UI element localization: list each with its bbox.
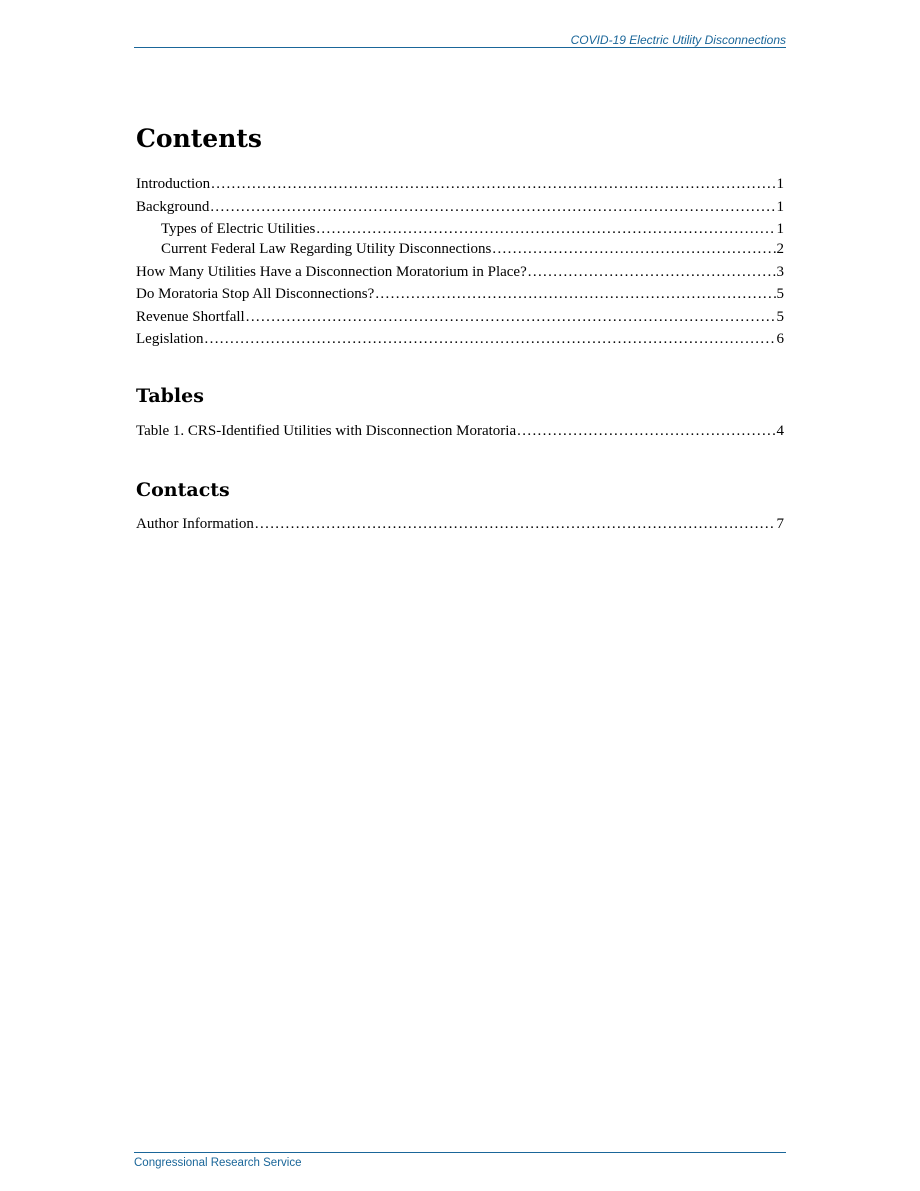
contacts-list <box>136 514 784 534</box>
toc-entry-title: How Many Utilities Have a Disconnection Moratorium in Place? <box>136 263 527 280</box>
running-title: COVID-19 Electric Utility Disconnections <box>570 33 786 47</box>
toc-entry-introduction[interactable] <box>136 174 784 197</box>
dot-leader <box>517 421 775 441</box>
dot-leader <box>211 174 775 194</box>
toc-entry-page: 6 <box>776 331 784 347</box>
toc-entry-title: Revenue Shortfall <box>136 308 245 325</box>
toc-entry-title: Types of Electric Utilities <box>161 221 316 237</box>
toc-entry-do-moratoria-stop[interactable] <box>136 284 784 307</box>
toc-entry-page: 1 <box>776 198 784 215</box>
toc-entry-title: Author Information <box>136 516 254 532</box>
toc-entry-title: Table 1. CRS-Identified Utilities with Disconnection Moratoria <box>136 423 517 439</box>
contacts-heading: Contacts <box>136 479 230 501</box>
dot-leader <box>255 514 776 534</box>
toc-entry-title: Introduction <box>136 176 211 192</box>
toc-entry-page: 5 <box>776 286 784 302</box>
dot-leader <box>528 262 776 282</box>
publisher-name: Congressional Research Service <box>134 1157 302 1169</box>
toc-entry-page: 1 <box>776 221 784 237</box>
toc-entry-types-of-electric-utilities[interactable] <box>136 219 784 239</box>
toc-entry-page: 2 <box>776 241 784 257</box>
dot-leader <box>210 197 775 217</box>
toc-entry-page: 5 <box>776 308 784 325</box>
toc-entry-legislation[interactable] <box>136 329 784 349</box>
dot-leader <box>492 239 775 259</box>
tables-heading: Tables <box>136 385 204 407</box>
toc-entry-revenue-shortfall[interactable] <box>136 307 784 330</box>
toc-entry-title: Legislation <box>136 331 204 347</box>
dot-leader <box>375 284 775 304</box>
toc-entry-background[interactable] <box>136 197 784 220</box>
dot-leader <box>316 219 775 239</box>
contents-heading: Contents <box>136 124 263 153</box>
toc-entry-title: Do Moratoria Stop All Disconnections? <box>136 286 375 302</box>
dot-leader <box>205 329 776 349</box>
contents-list <box>136 174 784 349</box>
tables-list <box>136 421 784 441</box>
toc-entry-title: Current Federal Law Regarding Utility Disconnections <box>161 241 492 257</box>
toc-entry-table-1[interactable] <box>136 421 784 441</box>
running-footer <box>134 1152 786 1170</box>
toc-entry-title: Background <box>136 198 210 215</box>
toc-entry-page: 7 <box>776 516 784 532</box>
toc-entry-author-information[interactable] <box>136 514 784 534</box>
toc-entry-page: 4 <box>776 423 784 439</box>
toc-entry-current-federal-law[interactable] <box>136 239 784 262</box>
toc-entry-page: 1 <box>776 176 784 192</box>
toc-entry-page: 3 <box>776 263 784 280</box>
toc-entry-how-many-utilities[interactable] <box>136 262 784 285</box>
dot-leader <box>246 307 776 327</box>
running-header <box>134 32 786 48</box>
